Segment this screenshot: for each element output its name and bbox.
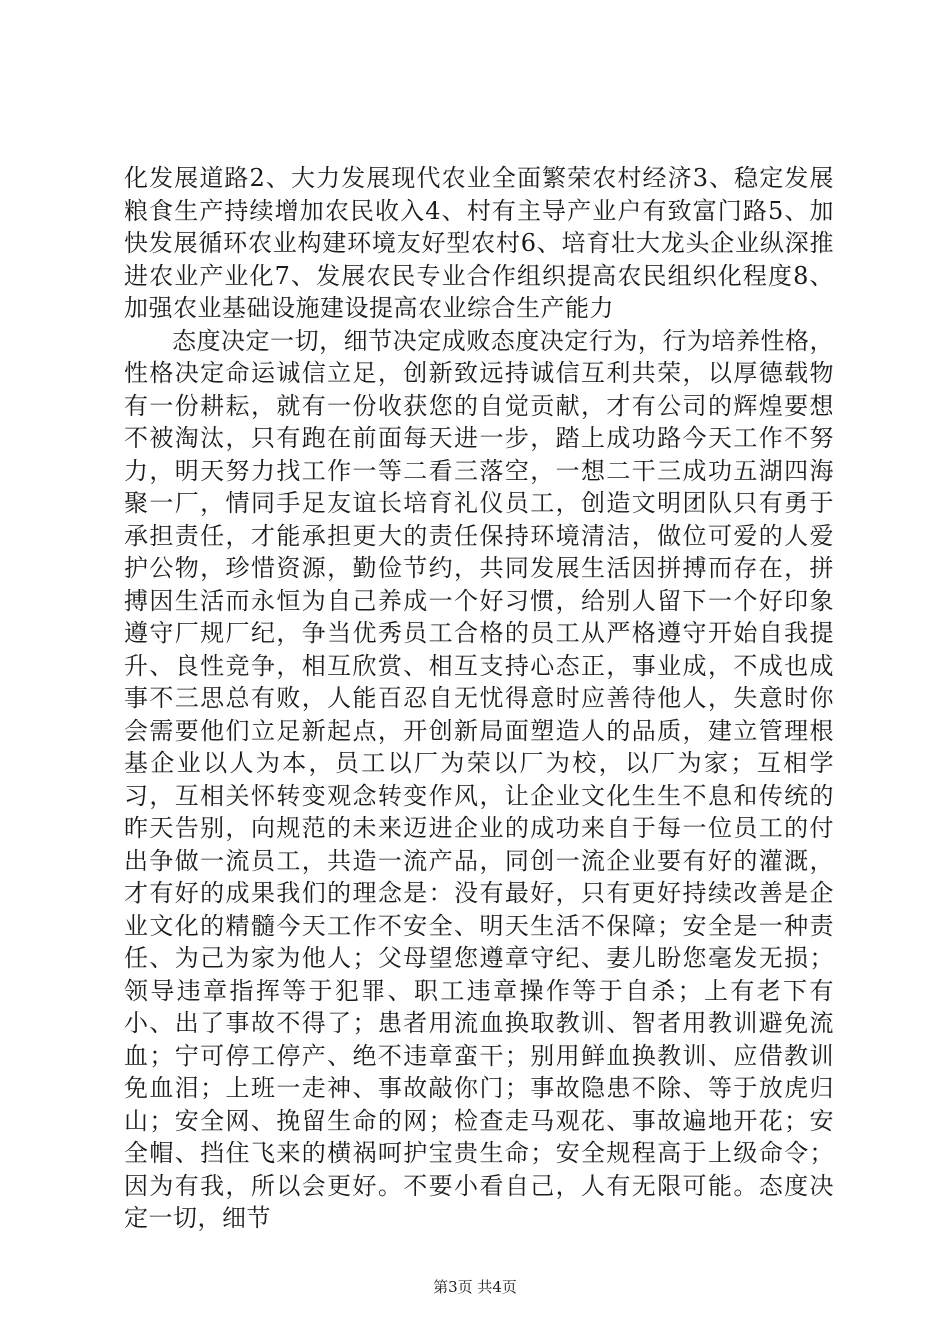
paragraph-1: 化发展道路2、大力发展现代农业全面繁荣农村经济3、稳定发展粮食生产持续增加农民收入4、村有主导产业户有致富门路5、加快发展循环农业构建环境友好型农村6、培育壮大龙头企业纵深推进农业产业化7、发展农民专业合作组织提高农民组织化程度8、加强农业基础设施建设提高农业综合生产能力 (124, 164, 834, 322)
page-footer: 第3页 共4页 (433, 1278, 517, 1296)
paragraph-2: 态度决定一切，细节决定成败态度决定行为，行为培养性格，性格决定命运诚信立足，创新致远持诚信互利共荣，以厚德载物有一份耕耘，就有一份收获您的自觉贡献，才有公司的辉煌要想不被淘汰，只有跑在前面每天进一步，踏上成功路今天工作不努力，明天努力找工作一等二看三落空，一想二干三成功五湖四海聚一厂，情同手足友谊长培育礼仪员工，创造文明团队只有勇于承担责任，才能承担更大的责任保持环境清洁，做位可爱的人爱护公物，珍惜资源，勤俭节约，共同发展生活因拼搏而存在，拼搏因生活而永恒为自己养成一个好习惯，给别人留下一个好印象遵守厂规厂纪，争当优秀员工合格的员工从严格遵守开始自我提升、良性竞争，相互欣赏、相互支持心态正，事业成，不成也成事不三思总有败，人能百忍自无忧得意时应善待他人，失意时你会需要他们立足新起点，开创新局面塑造人的品质，建立管理根基企业以人为本，员工以厂为荣以厂为校，以厂为家；互相学习，互相关怀转变观念转变作风，让企业文化生生不息和传统的昨天告别，向规范的未来迈进企业的成功来自于每一位员工的付出争做一流员工，共造一流产品，同创一流企业要有好的灌溉，才有好的成果我们的理念是：没有最好，只有更好持续改善是企业文化的精髓今天工作不安全、明天生活不保障；安全是一种责任、为己为家为他人；父母望您遵章守纪、妻儿盼您毫发无损；领导违章指挥等于犯罪、职工违章操作等于自杀；上有老下有小、出了事故不得了；患者用流血换取教训、智者用教训避免流血；宁可停工停产、绝不违章蛮干；别用鲜血换教训、应借教训免血泪；上班一走神、事故敲你门；事故隐患不除、等于放虎归山；安全网、挽留生命的网；检查走马观花、事故遍地开花；安全帽、挡住飞来的横祸呵护宝贵生命；安全规程高于上级命令；因为有我，所以会更好。不要小看自己，人有无限可能。态度决定一切，细节 (124, 326, 834, 1232)
document-body (124, 162, 834, 1235)
